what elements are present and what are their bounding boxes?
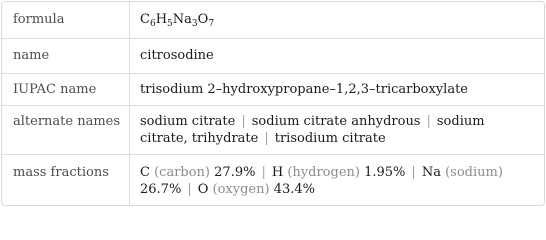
formula-element: Na bbox=[172, 12, 192, 27]
alternate-name: sodium bbox=[436, 114, 485, 129]
alternate-names-label: alternate names bbox=[13, 114, 121, 129]
alternate-name: sodium citrate anhydrous bbox=[251, 114, 421, 129]
formula-value bbox=[140, 11, 536, 28]
iupac-name-value: trisodium 2–hydroxypropane–1,2,3–tricarboxylate bbox=[140, 82, 469, 97]
element-name: (hydrogen) bbox=[287, 165, 360, 180]
formula-element: H bbox=[155, 12, 168, 27]
name-value: citrosodine bbox=[140, 48, 214, 63]
alternate-name: trisodium citrate bbox=[274, 131, 386, 146]
alternate-names-value bbox=[140, 113, 536, 147]
properties-table bbox=[1, 1, 545, 206]
iupac-name-label: IUPAC name bbox=[13, 82, 97, 97]
element-name: (oxygen) bbox=[212, 182, 270, 197]
element-symbol: Na bbox=[421, 165, 441, 180]
separator: | bbox=[264, 131, 269, 146]
separator: | bbox=[187, 182, 192, 197]
table-row-formula bbox=[2, 2, 544, 38]
separator: | bbox=[426, 114, 431, 129]
alternate-name: citrate, trihydrate bbox=[140, 131, 259, 146]
alternate-names-line bbox=[140, 130, 536, 147]
formula-element: C bbox=[140, 12, 150, 27]
element-symbol: H bbox=[271, 165, 284, 180]
element-symbol: C bbox=[140, 165, 150, 180]
formula-element: O bbox=[197, 12, 209, 27]
formula-subscript: 6 bbox=[149, 19, 156, 29]
formula-label: formula bbox=[13, 12, 65, 27]
formula-subscript: 3 bbox=[191, 19, 198, 29]
alternate-name: sodium citrate bbox=[140, 114, 236, 129]
element-symbol: O bbox=[197, 182, 209, 197]
element-name: (sodium) bbox=[445, 165, 503, 180]
mass-fractions-value bbox=[140, 164, 536, 198]
table-row-name bbox=[2, 38, 544, 73]
element-name: (carbon) bbox=[154, 165, 211, 180]
table-row-alternate-names bbox=[2, 105, 544, 154]
mass-fraction-value: 43.4% bbox=[273, 182, 316, 197]
mass-fraction-value: 1.95% bbox=[364, 165, 406, 180]
mass-fraction-value: 26.7% bbox=[140, 182, 182, 197]
table-row-iupac-name bbox=[2, 73, 544, 105]
separator: | bbox=[261, 165, 266, 180]
mass-fractions-line bbox=[140, 181, 536, 198]
formula-subscript: 5 bbox=[167, 19, 173, 29]
table-row-mass-fractions bbox=[2, 154, 544, 205]
mass-fractions-line bbox=[140, 164, 536, 181]
name-label: name bbox=[13, 48, 50, 63]
separator: | bbox=[411, 165, 416, 180]
mass-fraction-value: 27.9% bbox=[214, 165, 256, 180]
separator: | bbox=[241, 114, 246, 129]
mass-fractions-label: mass fractions bbox=[13, 165, 109, 180]
formula-subscript: 7 bbox=[208, 19, 215, 29]
alternate-names-line bbox=[140, 113, 536, 130]
